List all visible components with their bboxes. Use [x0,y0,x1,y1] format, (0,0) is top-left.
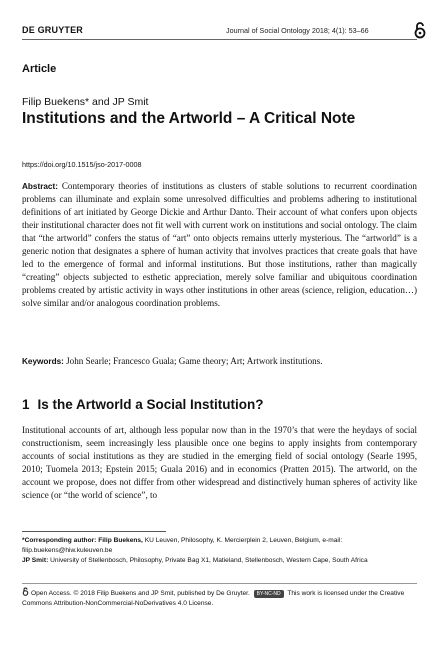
header-rule [22,39,417,40]
cc-license-badge: BY-NC-ND [254,590,284,598]
footnote-corresponding [22,536,417,556]
corresponding-label: *Corresponding author: Filip Buekens, [22,537,143,544]
footnote-rule [22,531,166,532]
journal-citation: Journal of Social Ontology 2018; 4(1): 53–66 [226,26,369,35]
abstract-text: Contemporary theories of institutions as clusters of stable solutions to recurrent coordination problems can illuminate and explain some unresolved difficulties and problems adhering to institutional definitions of art initiated by George Dickie and Arthur Danto. Their account of what confers upon objects their institutional character does not fit well with current work on institutions and social ontology. The claim that “the artworld” confers the status of “art” onto objects remains utterly mysterious. The “artworld” is a generic notion that designates a sphere of human activity that involves practices that create goals that have led to the emergence of formal and informal institutions. But those institutions, rather than magically “creating” objects subjected to esthetic appreciation, merely solve familiar and ubiquitous coordination problems created by artistic activity in ways other institutions in other areas (science, religion, education…) solve similar and/or analogous coordination problems. [22,181,417,309]
section-title: Is the Artworld a Social Institution? [37,397,264,412]
second-author-label: JP Smit: [22,557,49,564]
doi-link[interactable]: https://doi.org/10.1515/jso-2017-0008 [22,160,142,169]
abstract-label: Abstract: [22,182,58,191]
open-access-icon [22,587,29,596]
keywords-label: Keywords: [22,357,64,366]
open-access-lock-icon [413,21,427,39]
license-text-2: This work is licensed under the Creative Commons Attribution-NonCommercial-NoDerivatives 4.0 License. [22,590,405,607]
license-text-1: Open Access. © 2018 Filip Buekens and JP Smit, published by De Gruyter. [31,590,250,597]
license-rule [22,583,417,584]
body-paragraph: Institutional accounts of art, although less popular now than in the 1970’s that were the heydays of social constructionism, seem increasingly less plausible once one begins to apply insights from contemporary accounts of social institutions as they are studied in the emerging field of social ontology (Searle 1995, 2010; Tuomela 2013; Epstein 2015; Guala 2016) and in economics (Pratten 2015). The artworld, on the account we propose, does not differ from other widespread and distinctively human spheres of activity like science (or “the world of science”, to [22,425,417,501]
footnotes [22,536,417,566]
article-authors: Filip Buekens* and JP Smit [22,96,149,108]
footnote-second-author [22,556,417,566]
corresponding-text: KU Leuven, Philosophy, K. Mercierplein 2, Leuven, Belgium, e-mail: filip.buekens@hiw.kuleuven.be [22,537,343,554]
keywords-text: John Searle; Francesco Guala; Game theory; Art; Artwork institutions. [66,356,323,366]
keywords [22,356,417,366]
publisher-logo: DE GRUYTER [22,25,84,35]
abstract [22,180,417,310]
license-statement [22,587,417,609]
section-number: 1 [22,397,30,412]
article-type: Article [22,63,57,75]
second-author-text: University of Stellenbosch, Philosophy, Private Bag X1, Matieland, Stellenbosch, Western Cape, South Africa [50,557,368,564]
article-title: Institutions and the Artworld – A Critical Note [22,110,356,127]
section-heading [22,397,264,412]
